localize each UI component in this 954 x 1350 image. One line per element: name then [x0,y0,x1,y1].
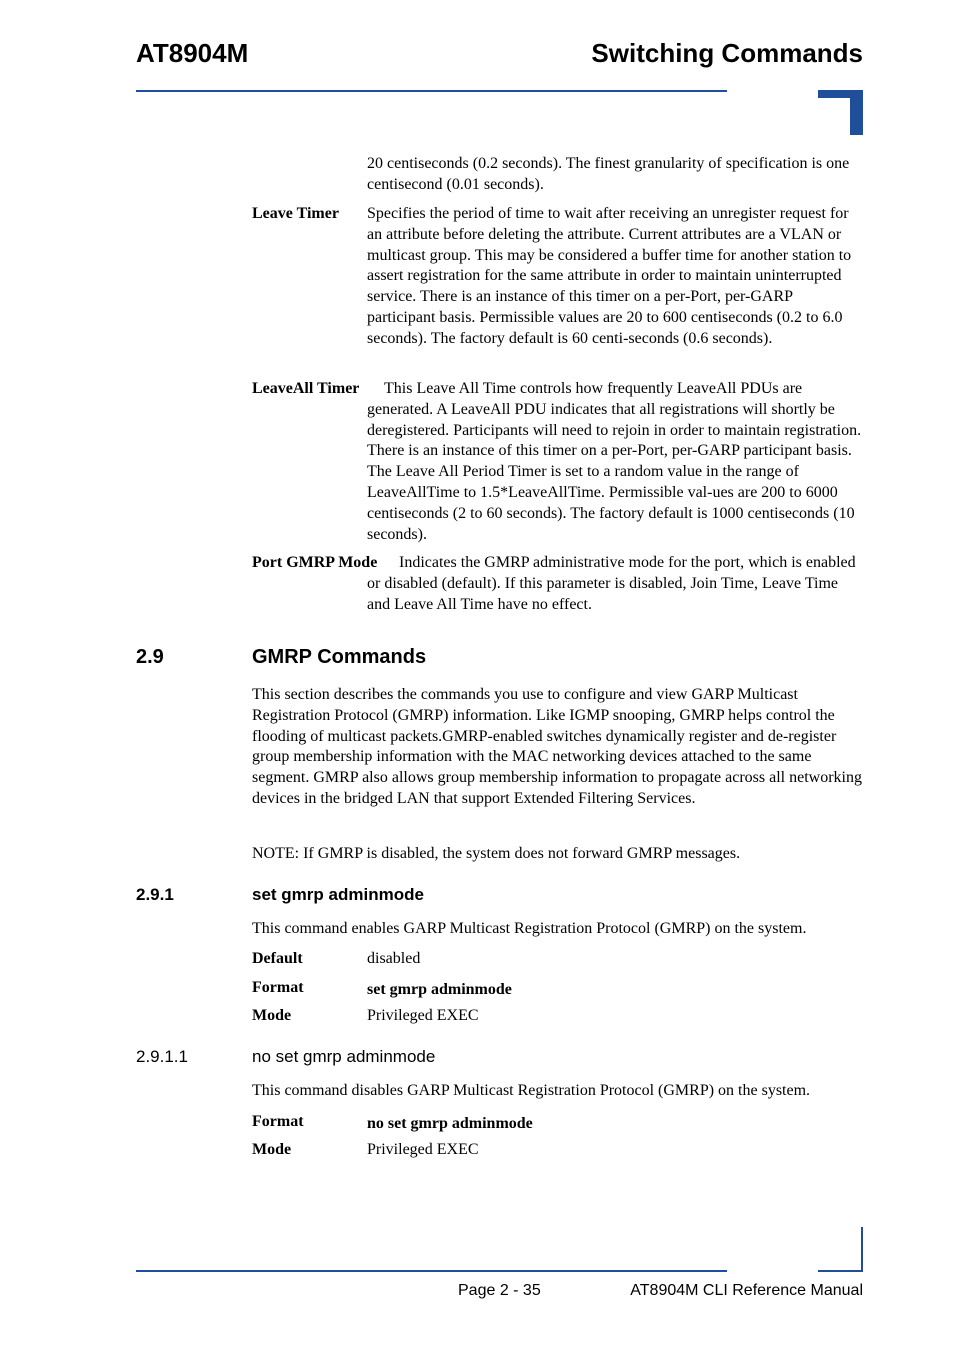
footer-corner-mark [818,1270,863,1272]
mode-label: Mode [252,1007,292,1024]
header-rule [136,90,727,92]
section-number-2-9-1-1: 2.9.1.1 [136,1047,188,1066]
format-command: set gmrp adminmode [367,981,512,998]
definition-term-leave-timer: Leave Timer [252,205,339,222]
section-2-9-note: NOTE: If GMRP is disabled, the system does not forward GMRP messages. [252,845,741,862]
definition-text-port-gmrp-mode: Indicates the GMRP administrative mode for the port, which is enabled or disabled (default). If this parameter is disabled, Join Time, Leave Time and Leave All Time have no effect. [367,554,856,613]
definition-text-leaveall-timer: This Leave All Time controls how frequently LeaveAll PDUs are generated. A LeaveAll PDU indicates that all registrations will shortly be deregistered. Participants will need to rejoin in order to maintain registration. There is an instance of this timer on a per-Port, per-GARP participant basis. The Leave All Period Timer is set to a random value in the range of LeaveAllTime to 1.5*LeaveAllTime. Permissible val-ues are 200 to 6000 centiseconds (2 to 60 seconds). The factory default is 1000 centiseconds (10 seconds). [367,380,862,543]
continuation-paragraph: 20 centiseconds (0.2 seconds). The finest granularity of specification is one centisecond (0.01 seconds). [367,155,850,193]
footer-rule [136,1270,727,1272]
section-number-2-9: 2.9 [136,646,164,668]
header-corner-mark-vertical [850,90,863,135]
section-title-no-set-gmrp-adminmode: no set gmrp adminmode [252,1047,436,1066]
mode-value: Privileged EXEC [367,1007,479,1024]
default-label: Default [252,950,303,967]
section-2-9-1-1-paragraph: This command disables GARP Multicast Registration Protocol (GMRP) on the system. [252,1082,811,1099]
section-title-gmrp-commands: GMRP Commands [252,646,427,668]
section-2-9-1-paragraph: This command enables GARP Multicast Registration Protocol (GMRP) on the system. [252,920,807,937]
section-number-2-9-1: 2.9.1 [136,885,174,904]
header-chapter-title: Switching Commands [591,38,863,68]
footer-page-number: Page 2 - 35 [458,1282,541,1299]
definition-term-port-gmrp-mode: Port GMRP Mode [252,554,378,571]
footer-corner-mark-vertical [861,1227,863,1272]
section-title-set-gmrp-adminmode: set gmrp adminmode [252,885,424,904]
no-mode-label: Mode [252,1141,292,1158]
definition-text-leave-timer: Specifies the period of time to wait after receiving an unregister request for an attribute before deleting the attribute. Current attributes are a VLAN or multicast group. This may be considered a buffer time for another station to assert registration for the same attribute in order to maintain uninterrupted service. There is an instance of this timer on a per-Port, per-GARP participant basis. Permissible values are 20 to 600 centiseconds (0.2 to 6.0 seconds). The factory default is 60 centi-seconds (0.6 seconds). [367,205,852,347]
format-label: Format [252,979,304,996]
footer-manual-title: AT8904M CLI Reference Manual [630,1282,863,1299]
section-2-9-paragraph: This section describes the commands you use to configure and view GARP Multicast Registration Protocol (GMRP) information. Like IGMP snooping, GMRP helps control the flooding of multicast packets.GMRP-enabled switches dynamically register and de-register group membership information with the MAC networking devices attached to the same segment. GMRP also allows group membership information to propagate across all networking devices in the bridged LAN that support Extended Filtering Services. [252,686,862,807]
no-mode-value: Privileged EXEC [367,1141,479,1158]
default-value: disabled [367,950,421,967]
no-format-label: Format [252,1113,304,1130]
header-product-title: AT8904M [136,38,249,68]
no-format-command: no set gmrp adminmode [367,1115,533,1132]
definition-term-leaveall-timer: LeaveAll Timer [252,380,360,397]
